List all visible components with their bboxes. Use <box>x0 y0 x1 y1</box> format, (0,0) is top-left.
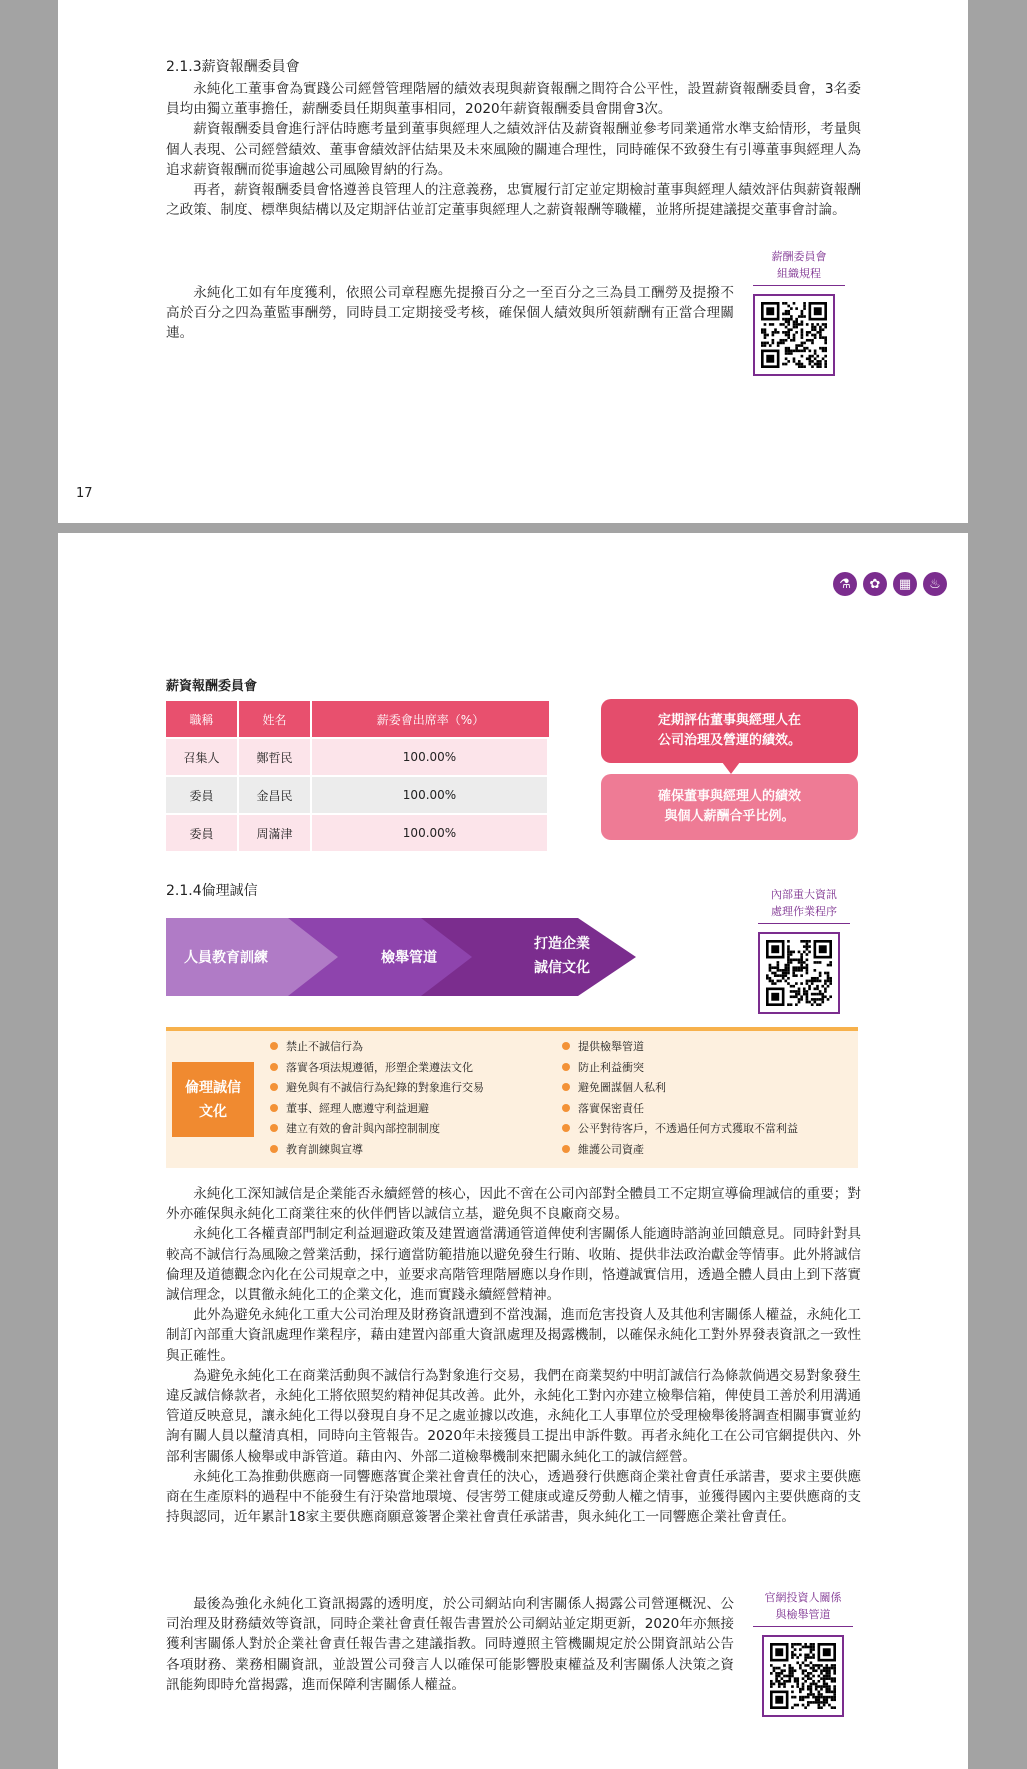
qr-block-material-info[interactable] <box>758 886 850 1014</box>
list-item: 維護公司資產 <box>562 1140 798 1161</box>
list-item: 避免與有不誠信行為紀錄的對象進行交易 <box>270 1078 484 1099</box>
table-header-row <box>166 701 549 737</box>
list-item: 提供檢舉管道 <box>562 1037 798 1058</box>
column-header: 姓名 <box>239 701 312 737</box>
table-cell: 委員 <box>166 775 239 813</box>
list-item: 禁止不誠信行為 <box>270 1037 484 1058</box>
table-title: 薪資報酬委員會 <box>166 679 258 694</box>
qr-caption: 官網投資人關係 與檢舉管道 <box>764 1591 842 1621</box>
paragraph: 永純化工如有年度獲利，依照公司章程應先提撥百分之一至百分之三為員工酬勞及提撥不高於百分之四為董監事酬勞，同時員工定期接受考核，確保個人績效與所領薪酬有正當合理關連。 <box>166 285 734 342</box>
column-header: 職稱 <box>166 701 239 737</box>
section-title-ethics: 2.1.4倫理誠信 <box>166 883 258 899</box>
qr-block-investor-relations[interactable] <box>753 1589 853 1717</box>
flask-icon: ⚗ <box>833 572 857 596</box>
table-cell: 召集人 <box>166 737 239 775</box>
paragraph: 永純化工各權責部門制定利益迴避政策及建置適當溝通管道俾使利害關係人能適時諮詢並回饋意見。同時針對具較高不誠信行為風險之營業活動，採行適當防範措施以避免發生行賄、收賄、提供非法政治獻金等情事。此外將誠信倫理及道德觀念內化在公司規章之中，並要求高階管理階層應以身作則，恪遵誠實信用，透過全體人員由上到下落實誠信理念，以貫徹永純化工的企業文化，進而實踐永續經營精神。 <box>166 1226 861 1304</box>
flow-step-label: 檢舉管道 <box>381 950 437 966</box>
flow-step-label: 誠信文化 <box>534 960 590 976</box>
culture-list-left <box>270 1037 484 1160</box>
culture-list-right <box>562 1037 798 1160</box>
table-cell: 100.00% <box>312 813 549 851</box>
ethics-process-flow <box>166 916 693 998</box>
page-number: 17 <box>76 486 93 501</box>
ethics-text-block <box>166 1184 861 1527</box>
table-cell: 周滿津 <box>239 813 312 851</box>
paragraph: 此外為避免永純化工重大公司治理及財務資訊遭到不當洩漏，進而危害投資人及其他利害關係人權益，永純化工制訂內部重大資訊處理作業程序，藉由建置內部重大資訊處理及揭露機制，以確保永純化工對外界發表資訊之一致性與正確性。 <box>166 1307 861 1364</box>
remuneration-text-block-2 <box>166 283 734 344</box>
list-item: 落實各項法規遵循，形塑企業遵法文化 <box>270 1058 484 1079</box>
paragraph: 永純化工董事會為實踐公司經營管理階層的績效表現與薪資報酬之間符合公平性，設置薪資報酬委員會，3名委員均由獨立董事擔任，薪酬委員任期與董事相同，2020年薪資報酬委員會開會3次。 <box>166 81 861 118</box>
list-item: 董事、經理人應遵守利益迴避 <box>270 1099 484 1120</box>
report-page-18 <box>58 533 968 1769</box>
paragraph: 薪資報酬委員會進行評估時應考量到董事與經理人之績效評估及薪資報酬並參考同業通常水準支給情形，考量與個人表現、公司經營績效、董事會績效評估結果及未來風險的關連合理性，同時確保不致發生有引導董事與經理人為追求薪資報酬而從事逾越公司風險胃納的行為。 <box>166 121 861 178</box>
paragraph: 再者，薪資報酬委員會恪遵善良管理人的注意義務，忠實履行訂定並定期檢討董事與經理人績效評估與薪資報酬之政策、制度、標準與結構以及定期評估並訂定董事與經理人之薪資報酬等職權，並將所提建議提交董事會討論。 <box>166 182 861 219</box>
leaf-gear-icon: ✿ <box>863 572 887 596</box>
list-item: 教育訓練與宣導 <box>270 1140 484 1161</box>
ethics-text-block-2 <box>166 1594 734 1695</box>
qr-code[interactable] <box>753 294 835 376</box>
table-cell: 鄭哲民 <box>239 737 312 775</box>
table-cell: 100.00% <box>312 775 549 813</box>
paragraph: 永純化工深知誠信是企業能否永續經營的核心，因此不啻在公司內部對全體員工不定期宣導倫理誠信的重要；對外亦確保與永純化工商業往來的伙伴們皆以誠信立基，避免與不良廠商交易。 <box>166 1186 861 1223</box>
list-item: 公平對待客戶，不透過任何方式獲取不當利益 <box>562 1119 798 1140</box>
column-header: 薪委會出席率（%） <box>312 701 549 737</box>
culture-label: 倫理誠信 文化 <box>172 1062 254 1137</box>
report-page-17 <box>58 0 968 523</box>
paragraph: 永純化工為推動供應商一同響應落實企業社會責任的決心，透過發行供應商企業社會責任承諾書，要求主要供應商在生產原料的過程中不能發生有汙染當地環境、侵害勞工健康或違反勞動人權之情事，並獲得國內主要供應商的支持與認同，近年累計18家主要供應商願意簽署企業社會責任承諾書，與永純化工一同響應企業社會責任。 <box>166 1468 861 1526</box>
qr-caption: 薪酬委員會 組織規程 <box>771 250 827 280</box>
qr-caption: 內部重大資訊 處理作業程序 <box>771 888 837 918</box>
table-cell: 金昌民 <box>239 775 312 813</box>
section-title-remuneration: 2.1.3薪資報酬委員會 <box>166 59 300 75</box>
qr-block-remuneration-charter[interactable] <box>753 248 845 376</box>
callout-pointer <box>722 762 740 774</box>
flame-icon: ♨ <box>923 572 947 596</box>
table-row <box>166 775 549 813</box>
table-cell: 100.00% <box>312 737 549 775</box>
remuneration-text-block <box>166 79 861 220</box>
list-item: 防止利益衝突 <box>562 1058 798 1079</box>
callout-evaluate-performance: 定期評估董事與經理人在 公司治理及營運的績效。 <box>601 699 858 763</box>
callout-ensure-proportion: 確保董事與經理人的績效 與個人薪酬合乎比例。 <box>601 774 858 840</box>
paragraph: 為避免永純化工在商業活動與不誠信行為對象進行交易，我們在商業契約中明訂誠信行為條款倘遇交易對象發生違反誠信條款者，永純化工將依照契約精神促其改善。此外，永純化工對內亦建立檢舉信箱，俾使員工善於利用溝通管道反映意見，讓永純化工得以發現自身不足之處並據以改進，永純化工人事單位於受理檢舉後將調查相關事實並約詢有關人員以釐清真相，同時向主管報告。2020年未接獲員工提出申訴件數。再者永純化工在公司官網提供內、外部利害關係人檢舉或申訴管道。藉由內、外部二道檢舉機制來把關永純化工的誠信經營。 <box>166 1367 861 1465</box>
flow-step-label: 打造企業 <box>534 936 590 952</box>
list-item: 建立有效的會計與內部控制制度 <box>270 1119 484 1140</box>
paragraph: 最後為強化永純化工資訊揭露的透明度，於公司網站向利害關係人揭露公司營運概況、公司治理及財務績效等資訊，同時企業社會責任報告書置於公司網站並定期更新，2020年亦無接獲利害關係人對於企業社會責任報告書之建議指教。同時遵照主管機關規定於公開資訊站公告各項財務、業務相關資訊，並設置公司發言人以確保可能影響股東權益及利害關係人決策之資訊能夠即時允當揭露，進而保障利害關係人權益。 <box>166 1596 734 1693</box>
ethics-culture-box <box>166 1027 858 1168</box>
flow-step-label: 人員教育訓練 <box>184 950 268 966</box>
qr-code[interactable] <box>758 932 840 1014</box>
list-item: 避免圖謀個人私利 <box>562 1078 798 1099</box>
list-item: 落實保密責任 <box>562 1099 798 1120</box>
header-icons <box>833 572 947 596</box>
qr-code[interactable] <box>762 1635 844 1717</box>
committee-attendance-table <box>166 701 549 851</box>
building-icon: ▦ <box>893 572 917 596</box>
table-row <box>166 813 549 851</box>
table-row <box>166 737 549 775</box>
table-cell: 委員 <box>166 813 239 851</box>
